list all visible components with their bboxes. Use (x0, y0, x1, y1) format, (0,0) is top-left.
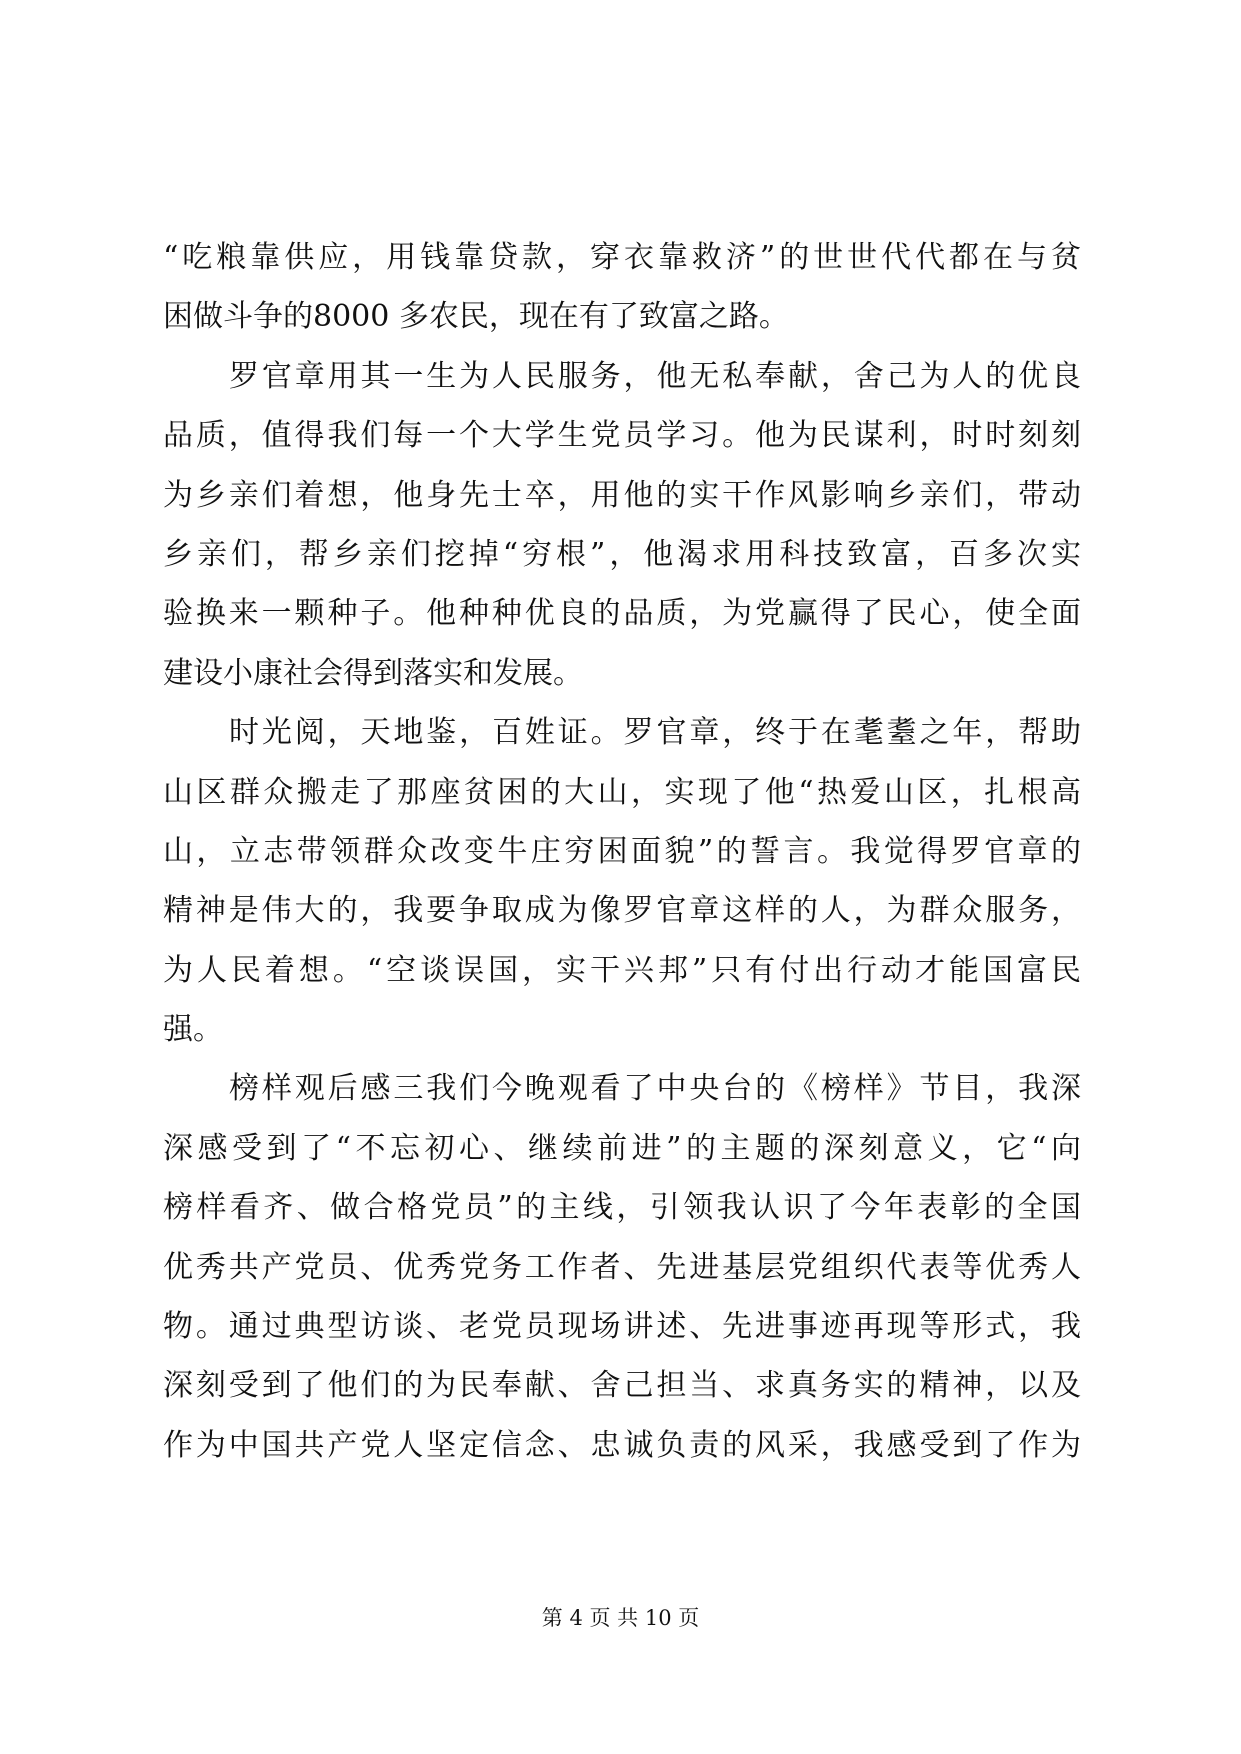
text-line: 深刻受到了他们的为民奉献、舍己担当、求真务实的精神，以及 (163, 1368, 1081, 1404)
body-text (163, 228, 1081, 1475)
text-line: 品质，值得我们每一个大学生党员学习。他为民谋利，时时刻刻 (163, 418, 1081, 454)
text-line: 为乡亲们着想，他身先士卒，用他的实干作风影响乡亲们，带动 (163, 477, 1081, 513)
text-line: “吃粮靠供应，用钱靠贷款，穿衣靠救济”的世世代代都在与贫 (163, 240, 1081, 275)
text-line: 优秀共产党员、优秀党务工作者、先进基层党组织代表等优秀人 (163, 1249, 1081, 1285)
text-line: 时光阅，天地鉴，百姓证。罗官章，终于在耄耋之年，帮助 (229, 715, 1081, 751)
text-line: 作为中国共产党人坚定信念、忠诚负责的风采，我感受到了作为 (163, 1427, 1081, 1463)
text-line: 罗官章用其一生为人民服务，他无私奉献，舍己为人的优良 (229, 358, 1081, 394)
text-line: 困做斗争的8000 多农民，现在有了致富之路。 (163, 299, 789, 335)
text-line: 山，立志带领群众改变牛庄穷困面貌”的誓言。我觉得罗官章的 (163, 833, 1081, 869)
text-line: 榜样看齐、做合格党员”的主线，引领我认识了今年表彰的全国 (163, 1190, 1081, 1226)
text-line: 深感受到了“不忘初心、继续前进”的主题的深刻意义，它“向 (163, 1130, 1081, 1166)
text-line: 精神是伟大的，我要争取成为像罗官章这样的人，为群众服务， (163, 893, 1081, 929)
text-line: 榜样观后感三我们今晚观看了中央台的《榜样》节目，我深 (229, 1071, 1081, 1107)
text-line: 建设小康社会得到落实和发展。 (163, 655, 583, 691)
text-line: 乡亲们，帮乡亲们挖掉“穷根”，他渴求用科技致富，百多次实 (163, 536, 1081, 572)
text-line: 验换来一颗种子。他种种优良的品质，为党赢得了民心，使全面 (163, 596, 1081, 632)
text-line: 物。通过典型访谈、老党员现场讲述、先进事迹再现等形式，我 (163, 1309, 1081, 1345)
text-line: 为人民着想。“空谈误国，实干兴邦”只有付出行动才能国富民 (163, 952, 1081, 988)
page-number-footer: 第 4 页 共 10 页 (541, 1606, 700, 1630)
text-line: 强。 (163, 1012, 223, 1048)
text-line: 山区群众搬走了那座贫困的大山，实现了他“热爱山区，扎根高 (163, 774, 1081, 810)
